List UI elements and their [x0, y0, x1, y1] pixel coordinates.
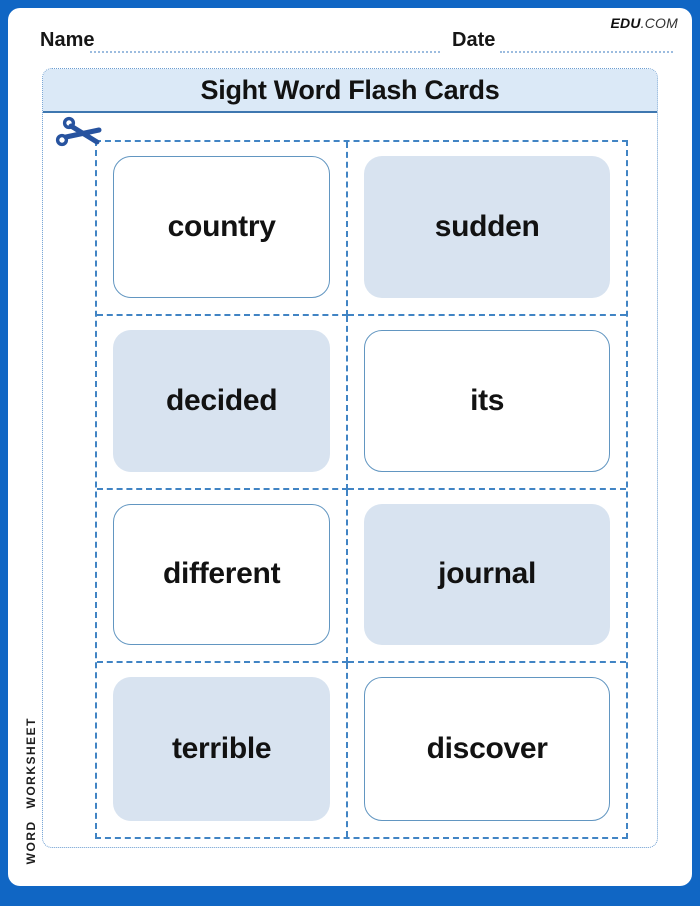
grid-cell: [97, 490, 348, 664]
page-title: Sight Word Flash Cards: [200, 74, 500, 105]
grid-cell: [348, 316, 626, 490]
worksheet-page: [8, 8, 692, 886]
date-label: Date: [452, 29, 496, 51]
name-fill-line: [90, 32, 440, 53]
flashcard-word: journal: [438, 557, 537, 591]
flashcard-journal: [364, 504, 610, 646]
date-fill-line: [500, 32, 673, 53]
grid-cell: [348, 142, 626, 316]
vertical-worksheet-label: WORD WORKSHEET: [24, 716, 38, 864]
name-label: Name: [40, 29, 95, 51]
flashcard-country: [113, 156, 330, 298]
flashcard-word: country: [167, 209, 276, 243]
flashcard-word: decided: [166, 383, 278, 417]
grid-cell: [348, 490, 626, 664]
flashcards-panel: [42, 68, 658, 848]
grid-cell: [97, 142, 348, 316]
flashcard-terrible: [113, 677, 330, 821]
brand-logo-bold: EDU: [610, 15, 641, 31]
worksheet-title-bar: [43, 69, 657, 113]
grid-cell: [97, 316, 348, 490]
scissors-icon: [55, 115, 103, 157]
brand-logo: [610, 15, 678, 31]
flashcard-its: [364, 330, 610, 472]
flashcard-sudden: [364, 156, 610, 298]
grid-cell: [97, 663, 348, 837]
brand-logo-suffix: .COM: [640, 15, 678, 31]
grid-cell: [348, 663, 626, 837]
flashcard-word: different: [162, 557, 281, 591]
cut-line-grid: [95, 140, 628, 839]
flashcard-decided: [113, 330, 330, 472]
flashcard-word: discover: [426, 732, 548, 766]
flashcard-discover: [364, 677, 610, 821]
flashcard-word: its: [470, 383, 505, 417]
flashcard-word: sudden: [434, 209, 540, 243]
flashcard-word: terrible: [171, 732, 272, 766]
flashcard-different: [113, 504, 330, 646]
